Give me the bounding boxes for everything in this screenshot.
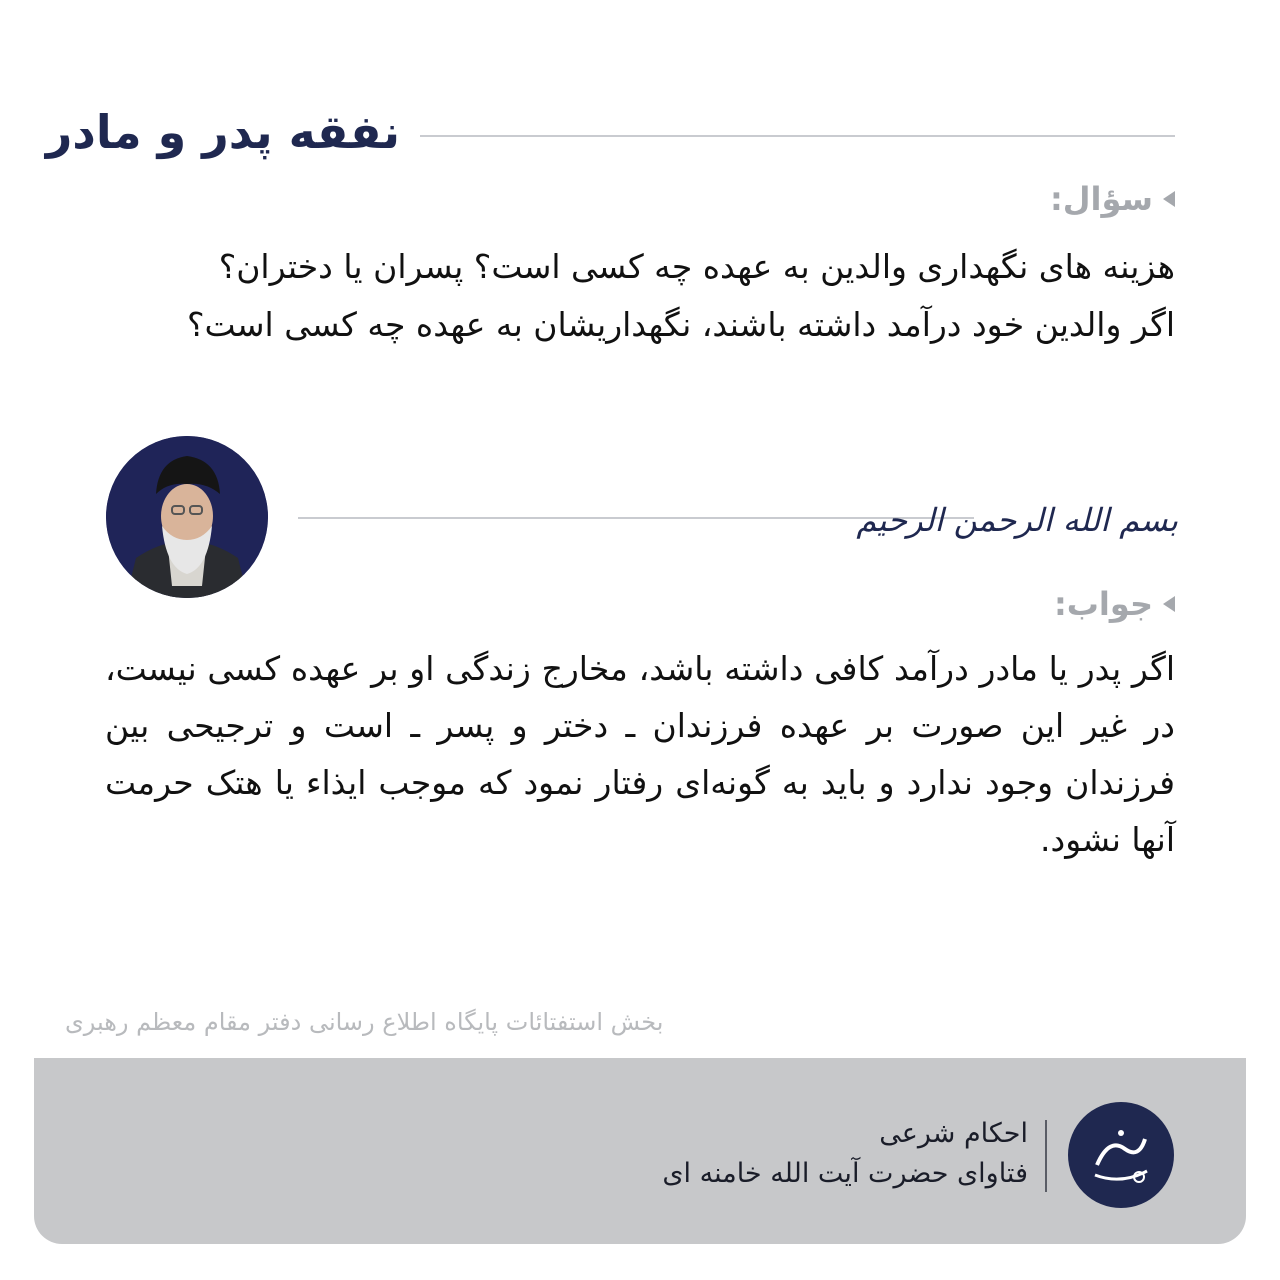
calligraphy-logo-icon [1081,1115,1161,1195]
question-line: اگر والدین خود درآمد داشته باشند، نگهداریشان به عهده چه کسی است؟ [186,305,1175,344]
portrait-illustration-icon [106,436,268,598]
footer-panel [34,1058,1246,1244]
page-title: نفقه پدر و مادر [45,105,400,159]
triangle-marker-icon [1163,191,1175,207]
title-divider [420,135,1175,137]
question-line: هزینه های نگهداری والدین به عهده چه کسی است؟ پسران یا دختران؟ [218,247,1175,286]
portrait-avatar [106,436,268,598]
brand-logo-icon [1068,1102,1174,1208]
footer-category: احکام شرعی [879,1118,1028,1149]
source-credit: بخش استفتائات پایگاه اطلاع رسانی دفتر مقام معظم رهبری [65,1008,664,1036]
footer-divider [1045,1120,1047,1192]
triangle-marker-icon [1163,596,1175,612]
footer-subtitle: فتاوای حضرت آیت الله خامنه ای [662,1158,1028,1189]
answer-text: اگر پدر یا مادر درآمد کافی داشته باشد، مخارج زندگی او بر عهده کسی نیست، در غیر این صورت بر عهده فرزندان ـ دختر و پسر ـ است و ترجیحی بین فرزندان وجود ندارد و باید به گونه‌ای رفتار نمود که موجب ایذاء یا هتک حرمت آنها نشود. [105,649,1175,859]
question-label [1050,180,1175,218]
question-label-text: سؤال: [1049,180,1153,218]
basmala-calligraphy: بسم الله الرحمن الرحیم [856,501,1178,539]
answer-label [1054,585,1175,623]
answer-label-text: جواب: [1053,585,1153,623]
question-text [95,238,1175,354]
